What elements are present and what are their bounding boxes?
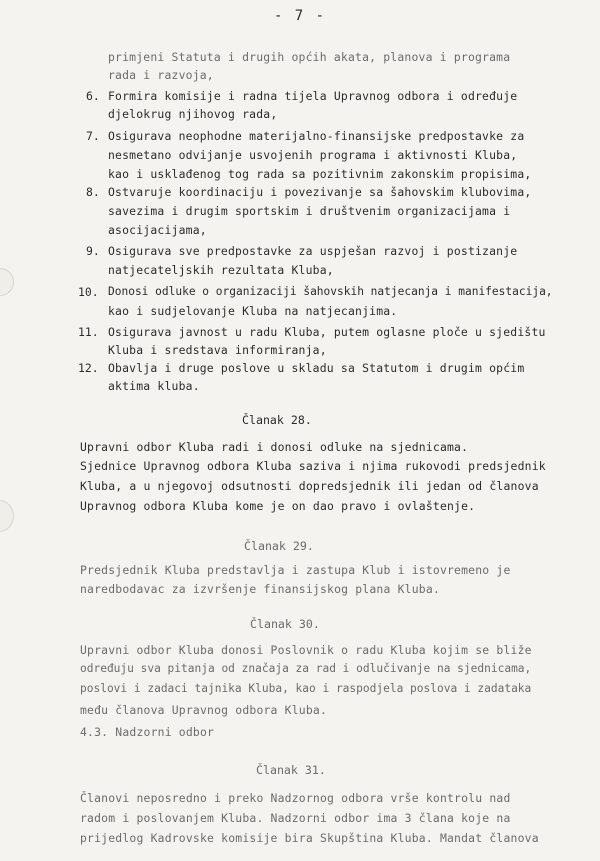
list-item-8-line-2: savezima i drugim sportskim i društvenim organizacijama i [108,204,511,218]
article-29-line-2: naredbodavac za izvršenje finansijskog plana Kluba. [80,582,440,596]
article-31-line-2: radom i poslovanjem Kluba. Nadzorni odbor ima 3 člana koje na [80,811,511,825]
list-item-9-line-1: Osigurava sve predpostavke za uspješan razvoj i postizanje [108,244,518,258]
list-item-12-line-1: Obavlja i druge poslove u skladu sa Statutom i drugim općim [108,361,525,375]
list-item-12-number: 12. [78,361,99,375]
article-28-line-3: Kluba, a u njegovoj odsutnosti dopredsjednik ili jedan od članova [80,479,539,493]
punch-hole-top [0,268,14,296]
punch-hole-bottom [0,500,14,532]
article-28-heading: Članak 28. [242,413,312,427]
article-29-line-1: Predsjednik Kluba predstavlja i zastupa Klub i istovremeno je [80,563,511,577]
list-item-8-line-3: asocijacijama, [108,223,207,237]
list-item-7-line-1: Osigurava neophodne materijalno-finansijske predpostavke za [108,129,525,143]
article-30-line-2: određuju sva pitanja od značaja za rad i odlučivanje na sjednicama, [80,662,532,675]
article-28-line-1: Upravni odbor Kluba radi i donosi odluke na sjednicama. [80,440,469,454]
article-30-heading: Članak 30. [250,617,320,631]
article-30-line-3: poslovi i zadaci tajnika Kluba, kao i raspodjela poslova i zadataka [80,682,532,695]
article-30-line-1: Upravni odbor Kluba donosi Poslovnik o radu Kluba kojim se bliže [80,643,532,657]
list-item-11-line-2: Kluba i sredstava informiranja, [108,343,327,357]
list-item-10-line-2: kao i sudjelovanje Kluba na natjecanjima. [108,304,398,318]
list-item-12-line-2: aktima kluba. [108,379,200,393]
article-31-line-1: Članovi neposredno i preko Nadzornog odbora vrše kontrolu nad [80,791,511,805]
list-item-7-line-2: nesmetano odvijanje usvojenih programa i aktivnosti Kluba, [108,148,518,162]
list-item-8-number: 8. [86,185,100,199]
list-item-5-line-2: rada i razvoja, [108,68,214,82]
list-item-6-number: 6. [86,89,100,103]
list-item-5-line-1: primjeni Statuta i drugih općih akata, planova i programa [108,50,511,64]
list-item-6-line-1: Formira komisije i radna tijela Upravnog odbora i određuje [108,89,518,103]
article-31-heading: Članak 31. [256,763,326,777]
article-29-heading: Članak 29. [244,539,314,553]
list-item-10-number: 10. [78,285,99,299]
article-28-line-4: Upravnog odbora Kluba kome je on dao pravo i ovlaštenje. [80,499,476,513]
article-30-line-4: među članova Upravnog odbora Kluba. [80,703,328,717]
list-item-7-line-3: kao i usklađenog tog rada sa pozitivnim zakonskim propisima, [108,167,532,181]
list-item-10-line-1: Donosi odluke o organizaciji šahovskih natjecanja i manifestacija, [108,285,553,298]
list-item-6-line-2: djelokrug njihovog rada, [108,107,278,121]
list-item-8-line-1: Ostvaruje koordinaciju i povezivanje sa šahovskim klubovima, [108,185,532,199]
list-item-7-number: 7. [86,129,100,143]
list-item-11-number: 11. [78,325,99,339]
article-31-line-3: prijedlog Kadrovske komisije bira Skupština Kluba. Mandat članova [80,831,539,845]
article-28-line-2: Sjednice Upravnog odbora Kluba saziva i njima rukovodi predsjednik [80,459,546,473]
page-number: - 7 - [273,8,327,24]
list-item-11-line-1: Osigurava javnost u radu Kluba, putem oglasne ploče u sjedištu [108,325,546,339]
list-item-9-line-2: natjecateljskih rezultata Kluba, [108,263,334,277]
list-item-9-number: 9. [86,244,100,258]
subsection-heading: 4.3. Nadzorni odbor [80,725,215,739]
